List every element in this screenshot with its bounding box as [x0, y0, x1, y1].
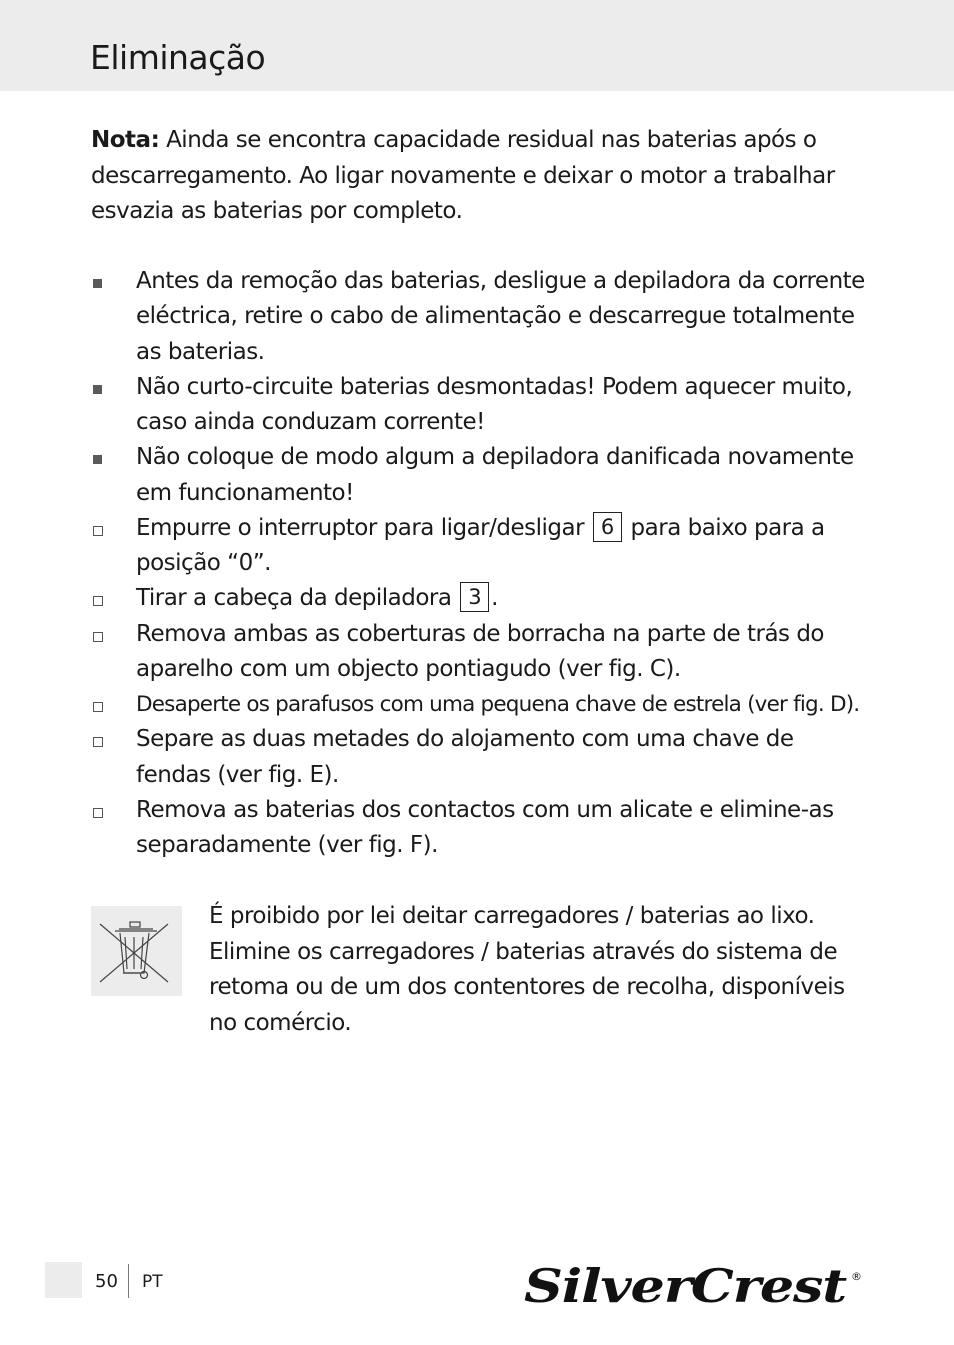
step-item: [91, 581, 871, 616]
warning-item: [91, 370, 871, 441]
note-label: Nota:: [91, 127, 160, 153]
item-text-after: para baixo para a posição “0”.: [136, 514, 825, 576]
checkbox-square-bullet-icon: [93, 511, 107, 546]
note-text: Ainda se encontra capacidade residual nas baterias após o descarregamento. Ao ligar novamente e deixar o motor a trabalhar esvazia as baterias por completo.: [91, 127, 835, 224]
registered-mark: ®: [851, 1270, 862, 1283]
checkbox-square-bullet-icon: [93, 617, 107, 652]
brand-logo: [524, 1258, 864, 1308]
step-item: [91, 687, 871, 722]
warning-item: [91, 440, 871, 511]
footer-divider: [128, 1264, 129, 1298]
language-code: PT: [142, 1272, 163, 1292]
footer-tab: [45, 1262, 82, 1298]
item-text: Desaperte os parafusos com uma pequena chave de estrela (ver fig. D).: [136, 692, 860, 717]
checkbox-square-bullet-icon: [93, 722, 107, 757]
filled-square-bullet-icon: [93, 370, 107, 405]
brand-name: SilverCrest: [524, 1259, 847, 1308]
item-text: Não coloque de modo algum a depiladora danificada novamente em funcionamento!: [136, 444, 854, 506]
filled-square-bullet-icon: [93, 440, 107, 475]
step-item: [91, 793, 871, 864]
step-item: [91, 617, 871, 688]
part-reference: 6: [593, 512, 622, 542]
disposal-paragraph: É proibido por lei deitar carregadores / baterias ao lixo. Elimine os carregadores / baterias através do sistema de retoma ou de um dos contentores de recolha, disponíveis no comércio.: [209, 903, 845, 1036]
item-text-after: .: [491, 585, 498, 612]
step-item: [91, 511, 871, 582]
note-paragraph: [91, 123, 866, 230]
item-text: Remova ambas as coberturas de borracha na parte de trás do aparelho com um objecto pontiagudo (ver fig. C).: [136, 620, 824, 682]
item-text: Remova as baterias dos contactos com um alicate e elimine-as separadamente (ver fig. F).: [136, 796, 834, 858]
crossed-out-wheelie-bin-icon: [91, 906, 182, 996]
warning-item: [91, 264, 871, 370]
item-text-before: Tirar a cabeça da depiladora: [136, 585, 459, 612]
page-number: 50: [95, 1271, 118, 1292]
checkbox-square-bullet-icon: [93, 793, 107, 828]
item-text: Antes da remoção das baterias, desligue a depiladora da corrente eléctrica, retire o cabo de alimentação e descarregue totalmente as baterias.: [136, 268, 865, 365]
part-reference: 3: [460, 582, 489, 612]
item-text: Separe as duas metades do alojamento com uma chave de fendas (ver fig. E).: [136, 726, 794, 788]
item-text: Não curto-circuite baterias desmontadas! Podem aquecer muito, caso ainda conduzam corrente!: [136, 373, 853, 435]
checkbox-square-bullet-icon: [93, 687, 107, 722]
instruction-list: [91, 264, 871, 863]
step-item: [91, 722, 871, 793]
item-text-before: Empurre o interruptor para ligar/desligar: [136, 514, 591, 541]
checkbox-square-bullet-icon: [93, 581, 107, 616]
filled-square-bullet-icon: [93, 264, 107, 299]
page-title: Eliminação: [90, 38, 266, 77]
